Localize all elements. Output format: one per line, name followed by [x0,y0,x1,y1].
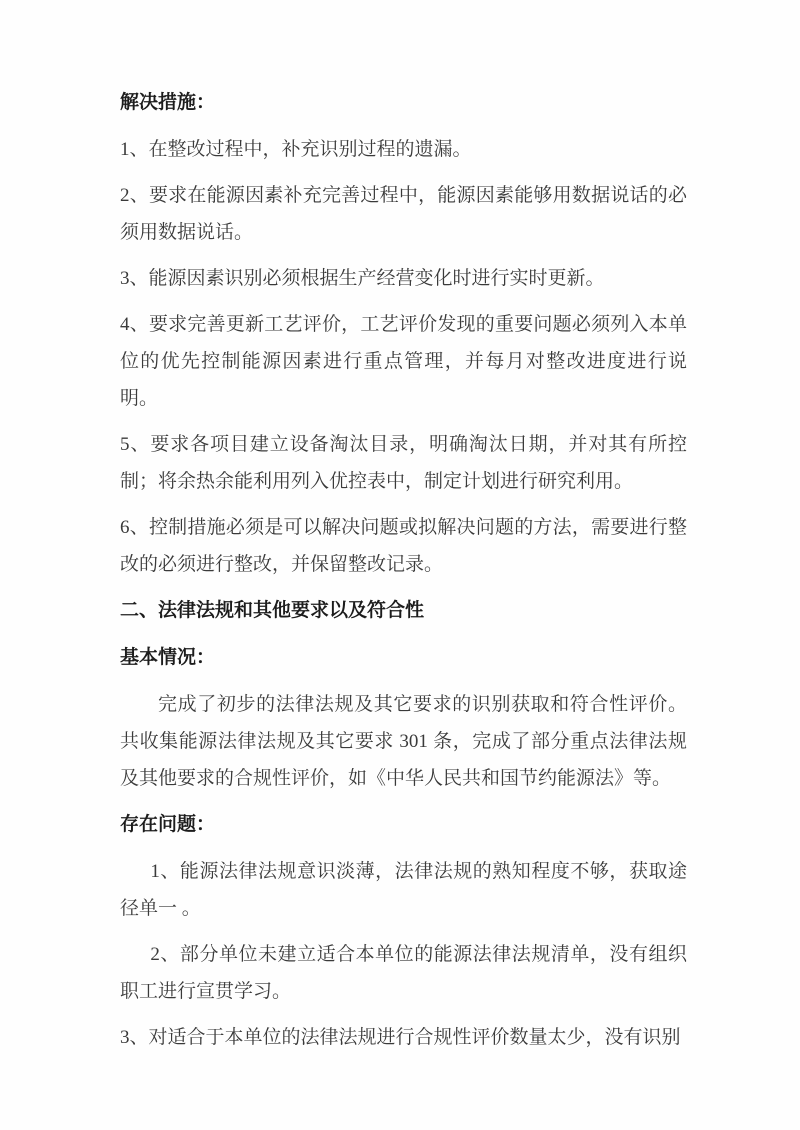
heading-solutions: 解决措施： [120,92,216,113]
basic-situation-paragraph: 完成了初步的法律法规及其它要求的识别获取和符合性评价。共收集能源法律法规及其它要求 301 条，完成了部分重点法律法规及其他要求的合规性评价，如《中华人民共和国节约能源法》等。 [120,694,687,789]
problems-item-1: 1、能源法律法规意识淡薄，法律法规的熟知程度不够，获取途径单一 。 [120,861,687,919]
solutions-item-4: 4、要求完善更新工艺评价，工艺评价发现的重要问题必须列入本单位的优先控制能源因素进行重点管理，并每月对整改进度进行说明。 [120,314,687,409]
heading-section-2: 二、法律法规和其他要求以及符合性 [120,600,425,621]
problems-item-3: 3、对适合于本单位的法律法规进行合规性评价数量太少，没有识别 [120,1027,681,1048]
solutions-item-1: 1、在整改过程中，补充识别过程的遗漏。 [120,139,472,160]
heading-basic-situation: 基本情况： [120,647,216,668]
solutions-item-5: 5、要求各项目建立设备淘汰目录，明确淘汰日期，并对其有所控制；将余热余能利用列入优控表中，制定计划进行研究利用。 [120,434,687,492]
solutions-item-2: 2、要求在能源因素补充完善过程中，能源因素能够用数据说话的必须用数据说话。 [120,185,687,243]
document-body [120,84,687,1056]
problems-item-2: 2、部分单位未建立适合本单位的能源法律法规清单，没有组织职工进行宣贯学习。 [120,944,687,1002]
heading-existing-problems: 存在问题： [120,814,216,835]
solutions-item-6: 6、控制措施必须是可以解决问题或拟解决问题的方法，需要进行整改的必须进行整改，并保留整改记录。 [120,517,687,575]
solutions-item-3: 3、能源因素识别必须根据生产经营变化时进行实时更新。 [120,268,605,289]
